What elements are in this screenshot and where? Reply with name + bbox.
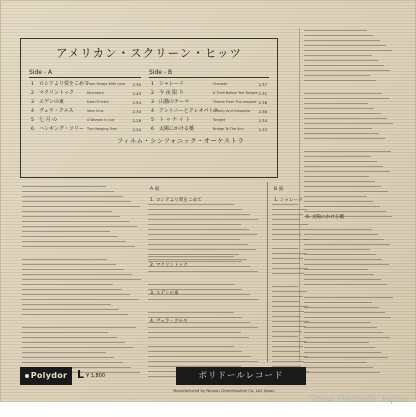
text-line [22, 289, 122, 290]
text-line [148, 259, 247, 260]
track-time: 2.34 [258, 118, 267, 123]
text-line [272, 219, 300, 220]
text-line [304, 357, 388, 358]
text-line [22, 236, 118, 237]
price: ¥ 1,800 [86, 373, 106, 379]
text-line [148, 299, 258, 300]
text-line [22, 216, 120, 217]
track-jp: 今 夜 限 り [159, 90, 184, 96]
text-line [22, 246, 135, 247]
text-line [22, 211, 112, 212]
text-line [304, 322, 371, 323]
track-jp: 太陽にかける橋 [159, 126, 195, 132]
track-jp: エデンの東 [39, 99, 64, 105]
side-a-label: Side - A [29, 69, 53, 76]
text-line [148, 327, 258, 328]
track-jp: シャレード [159, 81, 184, 87]
text-line [304, 133, 379, 134]
track-jp: ハンギング・ツリー [39, 126, 84, 132]
track-jp: 山猫のテーマ [159, 99, 190, 105]
text-line [272, 204, 298, 205]
text-line [304, 50, 392, 51]
track-jp: マクリントック [39, 90, 74, 96]
notes-heading-side-a: A 面 [150, 187, 160, 192]
text-line [272, 346, 303, 347]
catalog-mark: L [77, 368, 85, 381]
text-line [22, 347, 134, 348]
text-line [148, 209, 242, 210]
text-line [148, 214, 250, 215]
text-line [304, 254, 376, 255]
album-title: アメリカン・スクリーン・ヒッツ [55, 46, 243, 60]
track-b-2 [151, 89, 267, 98]
text-line [22, 299, 138, 300]
track-time: 2.20 [132, 127, 141, 132]
text-line [304, 138, 385, 139]
text-line [304, 362, 367, 363]
text-line [304, 70, 390, 71]
text-line [272, 214, 303, 215]
text-line [22, 274, 132, 275]
text-line [304, 55, 372, 56]
text-line [22, 332, 108, 333]
text-line [272, 263, 300, 264]
text-line [304, 93, 382, 94]
text-line [22, 294, 130, 295]
text-line [22, 269, 124, 270]
text-line [304, 269, 368, 270]
text-line [304, 181, 375, 182]
text-line [304, 75, 370, 76]
track-time: 2.35 [132, 82, 141, 87]
text-line [22, 357, 114, 358]
track-num: 6 [31, 127, 34, 132]
text-line [304, 327, 377, 328]
track-en: A Woman In July [87, 118, 115, 122]
text-line [22, 279, 141, 280]
track-en: Tonight [213, 118, 226, 122]
text-line [148, 244, 248, 245]
text-line [22, 337, 117, 338]
track-num: 3 [151, 100, 154, 105]
track-en: Theme From The Leopard [213, 100, 257, 104]
track-num: 6 [151, 127, 154, 132]
text-line [272, 341, 307, 342]
text-line [304, 284, 387, 285]
text-line [22, 327, 136, 328]
text-line [304, 274, 374, 275]
text-line [148, 256, 234, 257]
text-line [22, 309, 119, 310]
text-line [304, 307, 379, 308]
track-num: 5 [151, 118, 154, 123]
text-line [304, 332, 383, 333]
text-line [304, 123, 393, 124]
text-line [272, 326, 306, 327]
text-line [304, 166, 383, 167]
text-line [272, 234, 301, 235]
text-line [272, 316, 301, 317]
side-b-label: Side - B [149, 69, 173, 76]
text-line [148, 229, 249, 230]
text-line [304, 342, 369, 343]
text-line [22, 284, 113, 285]
track-num: 2 [151, 91, 154, 96]
text-line [272, 268, 308, 269]
track-num: 1 [31, 82, 34, 87]
text-line [304, 65, 384, 66]
text-line [148, 356, 250, 357]
text-line [304, 337, 390, 338]
text-line [148, 219, 258, 220]
text-line [304, 40, 380, 41]
text-line [304, 249, 370, 250]
text-line [272, 291, 307, 292]
text-line [304, 317, 391, 318]
side-a-tracklist [31, 80, 141, 134]
text-line [304, 156, 371, 157]
text-line [272, 331, 302, 332]
side-a-rule [29, 77, 141, 78]
track-b-1 [151, 80, 267, 89]
track-a-3 [31, 98, 141, 107]
text-line [272, 209, 307, 210]
track-time: 2.37 [258, 82, 267, 87]
tracklist-box [20, 38, 278, 178]
text-line [304, 302, 372, 303]
text-line [272, 356, 308, 357]
text-line [304, 196, 367, 197]
text-line [304, 151, 391, 152]
track-en: From Russia With Love [87, 82, 126, 86]
text-line [22, 196, 123, 197]
text-line [304, 352, 381, 353]
track-time: 2.38 [258, 109, 267, 114]
text-line [148, 249, 256, 250]
track-en: East Of Eden [87, 100, 109, 104]
track-a-6 [31, 125, 141, 134]
text-line [304, 113, 381, 114]
text-line [304, 103, 368, 104]
polydor-logo: Polydor [20, 367, 72, 385]
text-line [148, 351, 242, 352]
track-time: 2.36 [258, 100, 267, 105]
text-line [22, 314, 128, 315]
track-b-3 [151, 98, 267, 107]
text-line [272, 296, 303, 297]
track-en: Bridge To The Sun [213, 127, 244, 131]
text-line [22, 226, 137, 227]
track-en: Vera Cruz [87, 109, 104, 113]
text-line [22, 186, 106, 187]
notes-heading-b-track-6: 6. 太陽にかける橋 [306, 215, 345, 220]
text-line [304, 201, 373, 202]
track-jp: 七 月 の [39, 117, 58, 123]
text-line [148, 346, 234, 347]
track-jp: ト ゥ ナ イ ト [159, 117, 191, 123]
side-b-rule [149, 77, 269, 78]
text-line [148, 254, 239, 255]
text-line [304, 98, 389, 99]
track-num: 3 [31, 100, 34, 105]
track-num: 4 [151, 109, 154, 114]
liner-notes-column-4 [304, 30, 394, 377]
track-b-6 [151, 125, 267, 134]
text-line [304, 171, 390, 172]
text-line [304, 128, 372, 129]
track-time: 2.54 [132, 100, 141, 105]
track-a-4 [31, 107, 141, 116]
text-line [304, 118, 387, 119]
track-jp: ロシアより愛をこめて [39, 81, 90, 87]
text-line [148, 234, 257, 235]
track-b-5 [151, 116, 267, 125]
text-line [22, 241, 126, 242]
track-jp: アントニーとクレオパトラ [159, 108, 219, 114]
notes-heading-track-1: 1. ロシアより愛をこめて [150, 198, 202, 203]
text-line [272, 336, 298, 337]
label-footer [20, 367, 398, 393]
notes-heading-b-track-1: 1. シャレード [274, 198, 303, 203]
track-num: 1 [151, 82, 154, 87]
text-line [22, 191, 114, 192]
watermark: Snow Records Japan [308, 393, 408, 405]
track-en: McLintock [87, 91, 105, 95]
text-line [304, 176, 369, 177]
text-line [272, 229, 304, 230]
text-line [272, 224, 308, 225]
text-line [304, 30, 367, 31]
text-line [148, 224, 241, 225]
label-name: ポリドールレコード [176, 367, 306, 385]
track-a-5 [31, 116, 141, 125]
text-line [22, 304, 111, 305]
text-line [304, 244, 390, 245]
text-line [272, 351, 300, 352]
text-line [304, 186, 381, 187]
track-b-4 [151, 107, 267, 116]
track-time: 2.33 [258, 127, 267, 132]
track-en: Charade [213, 82, 228, 86]
text-line [22, 206, 140, 207]
text-line [304, 80, 376, 81]
text-line [148, 284, 234, 285]
track-time: 2.43 [132, 91, 141, 96]
text-line [22, 362, 123, 363]
track-en: The Hanging Tree [87, 127, 117, 131]
text-line [304, 259, 382, 260]
text-line [304, 211, 386, 212]
text-line [272, 311, 304, 312]
track-time: 2.28 [132, 118, 141, 123]
text-line [304, 108, 374, 109]
text-line [148, 332, 241, 333]
liner-notes-column-1 [22, 186, 142, 377]
text-line [22, 231, 110, 232]
track-num: 4 [31, 109, 34, 114]
text-line [304, 35, 373, 36]
text-line [304, 297, 393, 298]
text-line [304, 229, 372, 230]
text-line [272, 286, 298, 287]
text-line [304, 161, 377, 162]
text-line [304, 239, 384, 240]
track-en: A Thrill Before The Tonight [213, 91, 258, 95]
text-line [304, 264, 389, 265]
track-time: 2.31 [258, 91, 267, 96]
text-line [22, 342, 125, 343]
text-line [304, 234, 378, 235]
text-line [272, 273, 304, 274]
text-line [272, 361, 304, 362]
side-b-tracklist [151, 80, 267, 134]
text-line [304, 45, 386, 46]
notes-heading-track-3: 3. エデンの東 [150, 291, 179, 296]
text-line [22, 264, 116, 265]
text-line [304, 191, 388, 192]
text-line [22, 259, 107, 260]
text-line [22, 221, 129, 222]
track-en: Antony And Cleopatra [213, 109, 251, 113]
text-line [148, 239, 240, 240]
notes-heading-track-2: 2. マクリントック [150, 263, 188, 268]
track-a-2 [31, 89, 141, 98]
text-line [304, 60, 378, 61]
notes-heading-side-b: B 面 [274, 187, 284, 192]
text-line [272, 258, 303, 259]
track-jp: ヴェラ・クルス [39, 108, 74, 114]
notes-heading-track-4: 4. ヴェラ・クルス [150, 319, 188, 324]
text-line [304, 206, 380, 207]
text-line [272, 253, 307, 254]
text-line [148, 337, 249, 338]
track-num: 2 [31, 91, 34, 96]
text-line [22, 201, 131, 202]
text-line [148, 271, 258, 272]
track-time: 2.34 [132, 109, 141, 114]
logo-dot-icon [25, 374, 29, 378]
track-num: 5 [31, 118, 34, 123]
text-line [304, 312, 385, 313]
manufacturer-credit: Manufactured by Nippon Grammophon Co.,Ltd. Japan [173, 388, 275, 393]
text-line [148, 312, 234, 313]
text-line [272, 301, 300, 302]
text-line [304, 347, 375, 348]
column-divider [267, 182, 268, 362]
text-line [148, 361, 258, 362]
text-line [22, 352, 106, 353]
text-line [272, 248, 298, 249]
text-line [304, 279, 381, 280]
text-line [148, 204, 234, 205]
artist-credit: フィルム・シンフォニック・オーケストラ [117, 138, 245, 145]
track-a-1 [31, 80, 141, 89]
text-line [272, 306, 308, 307]
